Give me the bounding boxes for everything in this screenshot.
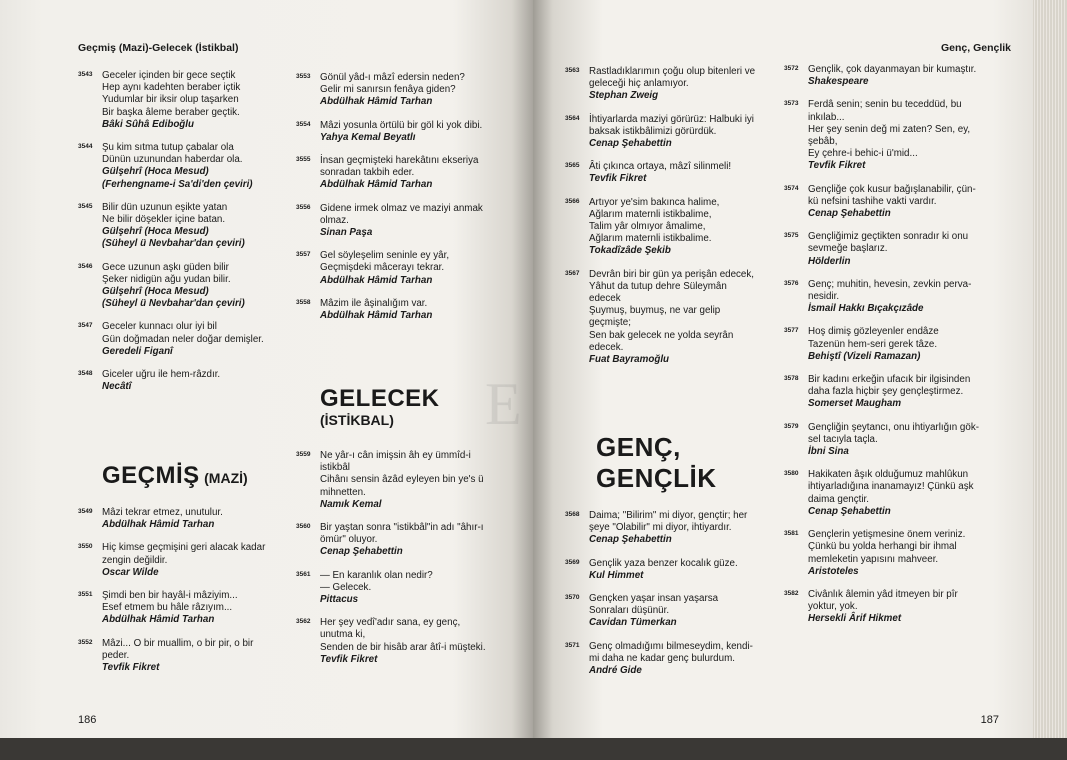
right-column-1	[565, 66, 775, 377]
page-number: 187	[980, 714, 999, 726]
quote-text: Mâzi... O bir muallim, o bir pir, o bir peder.	[102, 637, 254, 661]
quote-number: 3575	[784, 232, 799, 240]
quote-author: Cenap Şehabettin	[589, 138, 672, 150]
quote-text: Gece uzunun aşkı güden bilir Şeker nidigün ağu yudan bilir.	[102, 261, 231, 285]
quote-entry	[784, 422, 994, 459]
quote-text: Genç olmadığımı bilmeseydim, kendi- mi daha ne kadar genç bulurdum.	[589, 640, 753, 664]
quote-number: 3572	[784, 65, 799, 72]
quote-entry	[565, 197, 775, 258]
quote-author: Yahya Kemal Beyatlı	[320, 131, 416, 143]
quote-number: 3578	[784, 375, 799, 383]
quote-text: Âti çıkınca ortaya, mâzî silinmeli!	[589, 161, 732, 173]
quote-text: Gençlik yaza benzer kocalık güze.	[589, 557, 738, 569]
quote-text: Gençken yaşar insan yaşarsa Sonraları düşünür.	[589, 593, 719, 617]
quote-number: 3550	[78, 543, 93, 551]
quote-text: Gençliğe çok kusur bağışlanabilir, çün- kü nefsini tashihe vakti vardır.	[808, 183, 976, 207]
quote-number: 3559	[296, 451, 311, 458]
quote-author: Abdülhak Hâmid Tarhan	[320, 274, 433, 286]
page-number: 186	[78, 714, 97, 726]
quote-text: Hakikaten âşık olduğumuz mahlûkun ihtiyarladığına inanamayız! Çünkü aşk daima gençtir.	[808, 469, 974, 505]
section-title: GELECEK	[320, 385, 440, 412]
quote-entry	[296, 522, 506, 559]
quote-author: Namık Kemal	[320, 498, 382, 510]
quote-entry	[784, 64, 994, 88]
section-subtitle: (MAZİ)	[204, 470, 248, 486]
quote-text: Civânlık âlemin yâd itmeyen bir pîr yoktur, yok.	[808, 588, 958, 613]
quote-number: 3553	[296, 73, 311, 80]
section-title: GEÇMİŞ	[102, 462, 200, 489]
section-heading-mazi	[102, 462, 248, 489]
quote-entry	[784, 184, 994, 221]
quote-entry	[784, 326, 994, 363]
quote-entry	[784, 279, 994, 316]
quote-text: Geceler kunnacı olur iyi bil Gün doğmadan neler doğar demişler.	[102, 321, 264, 345]
quote-author: Pittacus	[320, 594, 359, 606]
quote-author: İsmail Hakkı Bıçakçızâde	[808, 303, 924, 315]
quote-text: Genç; muhitin, hevesin, zevkin perva- nesidir.	[808, 278, 972, 303]
quote-number: 3574	[784, 184, 799, 192]
quote-entry	[784, 231, 994, 268]
quote-number: 3566	[565, 197, 580, 205]
quote-number: 3546	[78, 262, 93, 270]
quote-number: 3560	[296, 523, 311, 531]
right-column-1b	[565, 510, 775, 688]
quote-author: Gülşehrî (Hoca Mesud) (Süheyl ü Nevbahar'dan çeviri)	[102, 226, 245, 250]
quote-entry	[296, 570, 506, 607]
quote-author: Tevfik Fikret	[589, 173, 647, 185]
running-head: Geçmiş (Mazi)-Gelecek (İstikbal)	[78, 42, 239, 54]
quote-entry	[296, 450, 506, 511]
quote-entry	[78, 638, 283, 675]
quote-text: — En karanlık olan nedir? — Gelecek.	[320, 569, 433, 593]
quote-text: Bilir dün uzunun eşikte yatan Ne bilir döşekler içine batan.	[102, 201, 228, 226]
quote-number: 3570	[565, 594, 580, 602]
quote-number: 3549	[78, 508, 93, 515]
quote-number: 3557	[296, 251, 311, 259]
quote-author: Cenap Şehabettin	[320, 546, 403, 558]
quote-author: Necâtî	[102, 381, 132, 393]
quote-number: 3544	[78, 143, 93, 151]
quote-number: 3569	[565, 558, 580, 566]
quote-entry	[78, 542, 283, 579]
quote-text: Ferdâ senin; senin bu teceddüd, bu inkılab... Her şey senin değ mi zaten? Sen, ey, şebâb, Ey çehre-i behic-i ü'mid...	[808, 99, 971, 160]
section-subtitle: (İSTİKBAL)	[320, 412, 394, 428]
quote-text: Gençlerin yetişmesine önem veriniz. Çünkü bu yolda herhangi bir ihmal memleketin yapısını mahveer.	[808, 529, 966, 565]
quote-author: Cavidan Tümerkan	[589, 617, 677, 629]
quote-entry	[296, 120, 506, 144]
quote-number: 3562	[296, 618, 311, 626]
quote-author: Tevfik Fikret	[102, 662, 160, 674]
quote-text: Mâzi tekrar etmez, unutulur.	[102, 507, 223, 518]
quote-author: Abdülhak Hâmid Tarhan	[320, 96, 433, 108]
quote-entry	[78, 321, 283, 358]
quote-entry	[78, 507, 283, 531]
quote-author: İbni Sina	[808, 446, 849, 458]
section-title-line1: GENÇ,	[596, 432, 681, 462]
quote-text: Bir yaştan sonra "istikbâl"in adı "âhır-ı ömür" oluyor.	[320, 522, 484, 546]
quote-entry	[565, 269, 775, 367]
left-column-2b	[296, 450, 506, 677]
quote-text: Gençlik, çok dayanmayan bir kumaştır.	[808, 64, 977, 75]
scan-background	[0, 738, 1067, 760]
quote-number: 3582	[784, 589, 799, 597]
quote-author: Sinan Paşa	[320, 227, 373, 239]
quote-number: 3547	[78, 322, 93, 330]
quote-entry	[565, 66, 775, 103]
quote-text: İhtiyarlarda maziyi görürüz: Halbuki iyi baksak istikbâlimizi görürdük.	[589, 113, 754, 137]
quote-entry	[296, 250, 506, 287]
quote-text: Rastladıklarımın çoğu olup bitenleri ve geleceği hiç anlamıyor.	[589, 66, 756, 90]
quote-author: Behiştî (Vizeli Ramazan)	[808, 350, 921, 362]
quote-text: Hiç kimse geçmişini geri alacak kadar zengin değildir.	[102, 542, 266, 566]
quote-author: Kul Himmet	[589, 569, 644, 581]
quote-number: 3579	[784, 422, 799, 430]
quote-entry	[784, 529, 994, 578]
quote-text: Şimdi ben bir hayâl-i mâziyim... Esef etmem bu hâle râzıyım...	[102, 590, 238, 614]
quote-number: 3564	[565, 114, 580, 122]
quote-author: Geredeli Figanî	[102, 345, 173, 357]
quote-text: Her şey vedî'adır sana, ey genç, unutma ki, Senden de bir hisâb arar âtî-i müşteki.	[320, 617, 486, 653]
quote-text: Geceler içinden bir gece seçtik Hep aynı kadehten beraber içtik Yudumlar bir iksir olup taşarken Bir başka âleme beraber geçtik.	[102, 70, 241, 118]
quote-author: Hölderlin	[808, 255, 851, 267]
quote-number: 3555	[296, 156, 311, 164]
quote-entry	[78, 142, 283, 191]
quote-number: 3577	[784, 327, 799, 335]
quote-number: 3545	[78, 202, 93, 210]
quote-author: Fuat Bayramoğlu	[589, 354, 670, 366]
quote-author: Cenap Şehabettin	[589, 534, 672, 546]
quote-entry	[296, 203, 506, 240]
quote-entry	[296, 617, 506, 666]
quote-author: Tokadîzâde Şekib	[589, 245, 671, 257]
quote-number: 3571	[565, 641, 580, 649]
section-title-line2: GENÇLİK	[596, 463, 717, 493]
quote-number: 3567	[565, 269, 580, 277]
quote-entry	[784, 589, 994, 626]
quote-text: Daima; "Bilirim" mi diyor, gençtir; her şeye "Olabilir" mi diyor, ihtiyardır.	[589, 510, 748, 534]
quote-text: Gençliğimiz geçtikten sonradır ki onu sevmeğe başlarız.	[808, 231, 969, 255]
quote-number: 3565	[565, 162, 580, 170]
quote-author: André Gide	[589, 665, 642, 677]
quote-text: Bir kadını erkeğin ufacık bir ilgisinden daha fazla hiçbir şey gençleştirmez.	[808, 374, 971, 398]
quote-author: Abdülhak Hâmid Tarhan	[320, 179, 433, 191]
quote-number: 3563	[565, 67, 580, 74]
quote-author: Gülşehrî (Hoca Mesud) (Süheyl ü Nevbahar'dan çeviri)	[102, 286, 245, 310]
quote-author: Cenap Şehabettin	[808, 208, 891, 220]
quote-text: Hoş dimiş gözleyenler endâze Tazenün hem-seri gerek tâze.	[808, 326, 939, 350]
quote-author: Tevfik Fikret	[320, 653, 378, 665]
quote-number: 3543	[78, 71, 93, 78]
quote-author: Oscar Wilde	[102, 566, 159, 578]
right-page	[533, 0, 1033, 760]
quote-entry	[784, 374, 994, 411]
quote-author: Abdülhak Hâmid Tarhan	[320, 310, 433, 322]
quote-number: 3573	[784, 100, 799, 108]
left-column-1	[78, 70, 283, 404]
quote-entry	[565, 593, 775, 630]
running-head: Genç, Gençlik	[940, 42, 1011, 54]
watermark-letter: E	[485, 371, 522, 437]
left-column-1b	[78, 507, 283, 685]
section-heading-genc	[596, 432, 717, 494]
quote-entry	[78, 202, 283, 251]
quote-text: Şu kim sıtma tutup çabalar ola Dünün uzunundan haberdar ola.	[102, 142, 243, 166]
quote-author: Cenap Şehabettin	[808, 505, 891, 517]
quote-text: Giceler uğru ile hem-râzdır.	[102, 369, 221, 381]
quote-entry	[296, 155, 506, 192]
quote-number: 3556	[296, 203, 311, 211]
quote-author: Hersekli Ârif Hikmet	[808, 613, 902, 625]
quote-entry	[565, 161, 775, 185]
quote-number: 3552	[78, 638, 93, 646]
quote-author: Abdülhak Hâmid Tarhan	[102, 519, 215, 531]
quote-number: 3568	[565, 511, 580, 518]
page-edges	[1033, 0, 1067, 760]
quote-number: 3548	[78, 370, 93, 378]
quote-text: Gidene irmek olmaz ve maziyi anmak olmaz.	[320, 202, 483, 226]
quote-number: 3576	[784, 279, 799, 287]
quote-entry	[78, 70, 283, 131]
quote-author: Tevfik Fikret	[808, 160, 866, 172]
left-page	[0, 0, 533, 760]
quote-text: Artıyor ye'sim bakınca halime, Ağlarım maternli istikbalime, Talim yâr olmıyor âmalime, Ağlarım maternli istikbalime.	[589, 196, 720, 245]
quote-text: Mâzim ile âşinalığım var.	[320, 297, 428, 309]
quote-entry	[78, 590, 283, 627]
quote-author: Aristoteles	[808, 565, 859, 577]
quote-text: Gençliğin şeytancı, onu ihtiyarlığın gök- sel tacıyla taçla.	[808, 421, 979, 445]
quote-author: Bâki Sûhâ Ediboğlu	[102, 118, 194, 130]
quote-entry	[296, 298, 506, 322]
quote-author: Shakespeare	[808, 76, 869, 88]
left-column-2	[296, 72, 506, 333]
quote-author: Stephan Zweig	[589, 90, 659, 102]
quote-number: 3580	[784, 470, 799, 478]
quote-text: Gel söyleşelim seninle ey yâr, Geçmişdeki mâcerayı tekrar.	[320, 250, 450, 274]
quote-entry	[784, 469, 994, 518]
quote-entry	[784, 99, 994, 172]
quote-entry	[78, 369, 283, 393]
quote-text: Ne yâr-ı cân imişsin âh ey ümmîd-i istikbâl Cihânı sensin âzâd eyleyen bin ye's ü mihnetten.	[320, 450, 484, 498]
quote-text: İnsan geçmişteki harekâtını ekseriya sonradan takbih eder.	[320, 155, 479, 179]
quote-text: Gönül yâd-ı mâzî edersin neden? Gelir mi sanırsın fenâya giden?	[320, 72, 465, 96]
quote-entry	[565, 114, 775, 151]
quote-number: 3581	[784, 530, 799, 538]
quote-entry	[565, 558, 775, 582]
quote-number: 3554	[296, 120, 311, 128]
quote-author: Gülşehrî (Hoca Mesud) (Ferhengname-i Sa'di'den çeviri)	[102, 166, 253, 190]
quote-entry	[78, 262, 283, 311]
quote-number: 3558	[296, 298, 311, 306]
quote-entry	[296, 72, 506, 109]
right-column-2	[784, 64, 994, 637]
quote-number: 3551	[78, 591, 93, 599]
quote-author: Somerset Maugham	[808, 398, 902, 410]
section-heading-gelecek	[320, 385, 440, 428]
quote-entry	[565, 641, 775, 678]
quote-text: Mâzi yosunla örtülü bir göl ki yok dibi.	[320, 119, 483, 131]
quote-entry	[565, 510, 775, 547]
quote-text: Devrân biri bir gün ya perişân edecek, Yâhut da tutup dehre Süleymân edecek Şuymuş, buymuş, ne var gelip geçmişte; Sen bak gelecek ne yolda seyrân edecek.	[589, 268, 755, 353]
quote-number: 3561	[296, 570, 311, 578]
quote-author: Abdülhak Hâmid Tarhan	[102, 614, 215, 626]
